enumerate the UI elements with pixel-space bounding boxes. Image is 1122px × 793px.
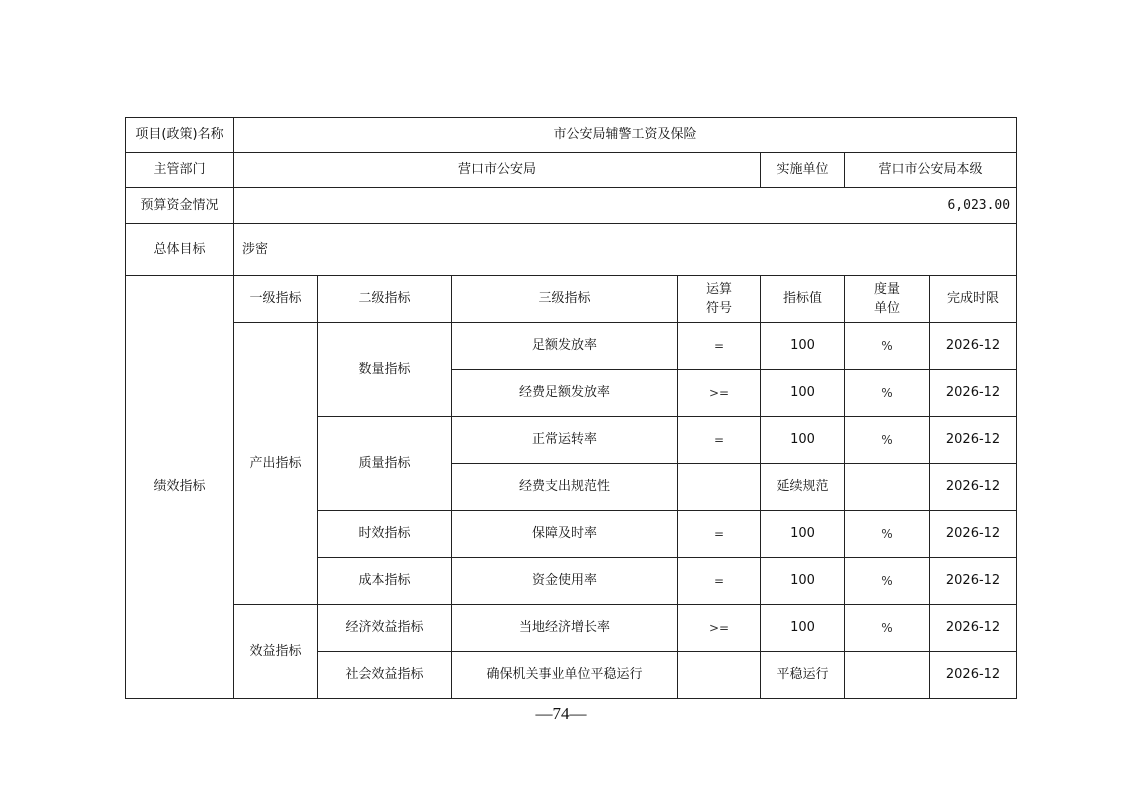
project-value: 市公安局辅警工资及保险: [234, 118, 1017, 153]
indicator-unit: %: [845, 511, 930, 558]
indicator-unit: %: [845, 417, 930, 464]
goal-label: 总体目标: [126, 224, 234, 276]
indicator-operator: =: [678, 323, 761, 370]
indicator-value: 100: [761, 558, 845, 605]
group-benefit: 效益指标: [234, 605, 318, 699]
subgroup-quantity: 数量指标: [318, 323, 452, 417]
indicator-unit: %: [845, 323, 930, 370]
indicator-deadline: 2026-12: [930, 370, 1017, 417]
table-row: [126, 605, 1017, 652]
indicator-deadline: 2026-12: [930, 417, 1017, 464]
header-level2: 二级指标: [318, 276, 452, 323]
indicator-deadline: 2026-12: [930, 323, 1017, 370]
indicator-name: 正常运转率: [452, 417, 678, 464]
performance-header-row: [126, 276, 1017, 323]
subgroup-economic: 经济效益指标: [318, 605, 452, 652]
indicator-operator: =: [678, 558, 761, 605]
goal-row: [126, 224, 1017, 276]
header-operator-line1: 运算: [705, 282, 732, 297]
project-row: [126, 118, 1017, 153]
indicator-unit: %: [845, 558, 930, 605]
indicator-value: 100: [761, 511, 845, 558]
impl-unit-value: 营口市公安局本级: [845, 153, 1017, 188]
indicator-value: 100: [761, 417, 845, 464]
indicator-value: 平稳运行: [761, 652, 845, 699]
header-operator-line2: 符号: [705, 301, 732, 316]
header-unit-line1: 度量: [873, 282, 900, 297]
indicator-name: 经费足额发放率: [452, 370, 678, 417]
budget-label: 预算资金情况: [126, 188, 234, 224]
header-level1: 一级指标: [234, 276, 318, 323]
budget-row: [126, 188, 1017, 224]
header-unit-line2: 单位: [873, 301, 900, 316]
indicator-unit: %: [845, 605, 930, 652]
indicator-name: 确保机关事业单位平稳运行: [452, 652, 678, 699]
goal-value: 涉密: [234, 224, 1017, 276]
indicator-operator: >=: [678, 370, 761, 417]
group-output: 产出指标: [234, 323, 318, 605]
indicator-unit: [845, 652, 930, 699]
indicator-value: 延续规范: [761, 464, 845, 511]
page-number: —74—: [535, 704, 587, 723]
indicator-operator: [678, 652, 761, 699]
budget-value: 6,023.00: [234, 188, 1017, 224]
indicator-name: 保障及时率: [452, 511, 678, 558]
indicator-unit: %: [845, 370, 930, 417]
indicator-deadline: 2026-12: [930, 652, 1017, 699]
header-unit: [845, 276, 930, 323]
subgroup-social: 社会效益指标: [318, 652, 452, 699]
indicator-value: 100: [761, 323, 845, 370]
indicator-deadline: 2026-12: [930, 558, 1017, 605]
indicator-name: 当地经济增长率: [452, 605, 678, 652]
header-level3: 三级指标: [452, 276, 678, 323]
indicator-value: 100: [761, 605, 845, 652]
indicator-operator: >=: [678, 605, 761, 652]
header-deadline: 完成时限: [930, 276, 1017, 323]
department-row: [126, 153, 1017, 188]
indicator-deadline: 2026-12: [930, 464, 1017, 511]
subgroup-timeliness: 时效指标: [318, 511, 452, 558]
indicator-value: 100: [761, 370, 845, 417]
header-value: 指标值: [761, 276, 845, 323]
indicator-operator: [678, 464, 761, 511]
indicator-operator: =: [678, 417, 761, 464]
performance-label: 绩效指标: [126, 276, 234, 699]
indicator-name: 资金使用率: [452, 558, 678, 605]
indicator-name: 足额发放率: [452, 323, 678, 370]
subgroup-quality: 质量指标: [318, 417, 452, 511]
indicator-operator: =: [678, 511, 761, 558]
performance-table: [125, 117, 1017, 699]
indicator-deadline: 2026-12: [930, 605, 1017, 652]
project-label: 项目(政策)名称: [126, 118, 234, 153]
indicator-name: 经费支出规范性: [452, 464, 678, 511]
indicator-unit: [845, 464, 930, 511]
dept-value: 营口市公安局: [234, 153, 761, 188]
indicator-deadline: 2026-12: [930, 511, 1017, 558]
table-row: [126, 323, 1017, 370]
header-operator: [678, 276, 761, 323]
dept-label: 主管部门: [126, 153, 234, 188]
impl-unit-label: 实施单位: [761, 153, 845, 188]
subgroup-cost: 成本指标: [318, 558, 452, 605]
